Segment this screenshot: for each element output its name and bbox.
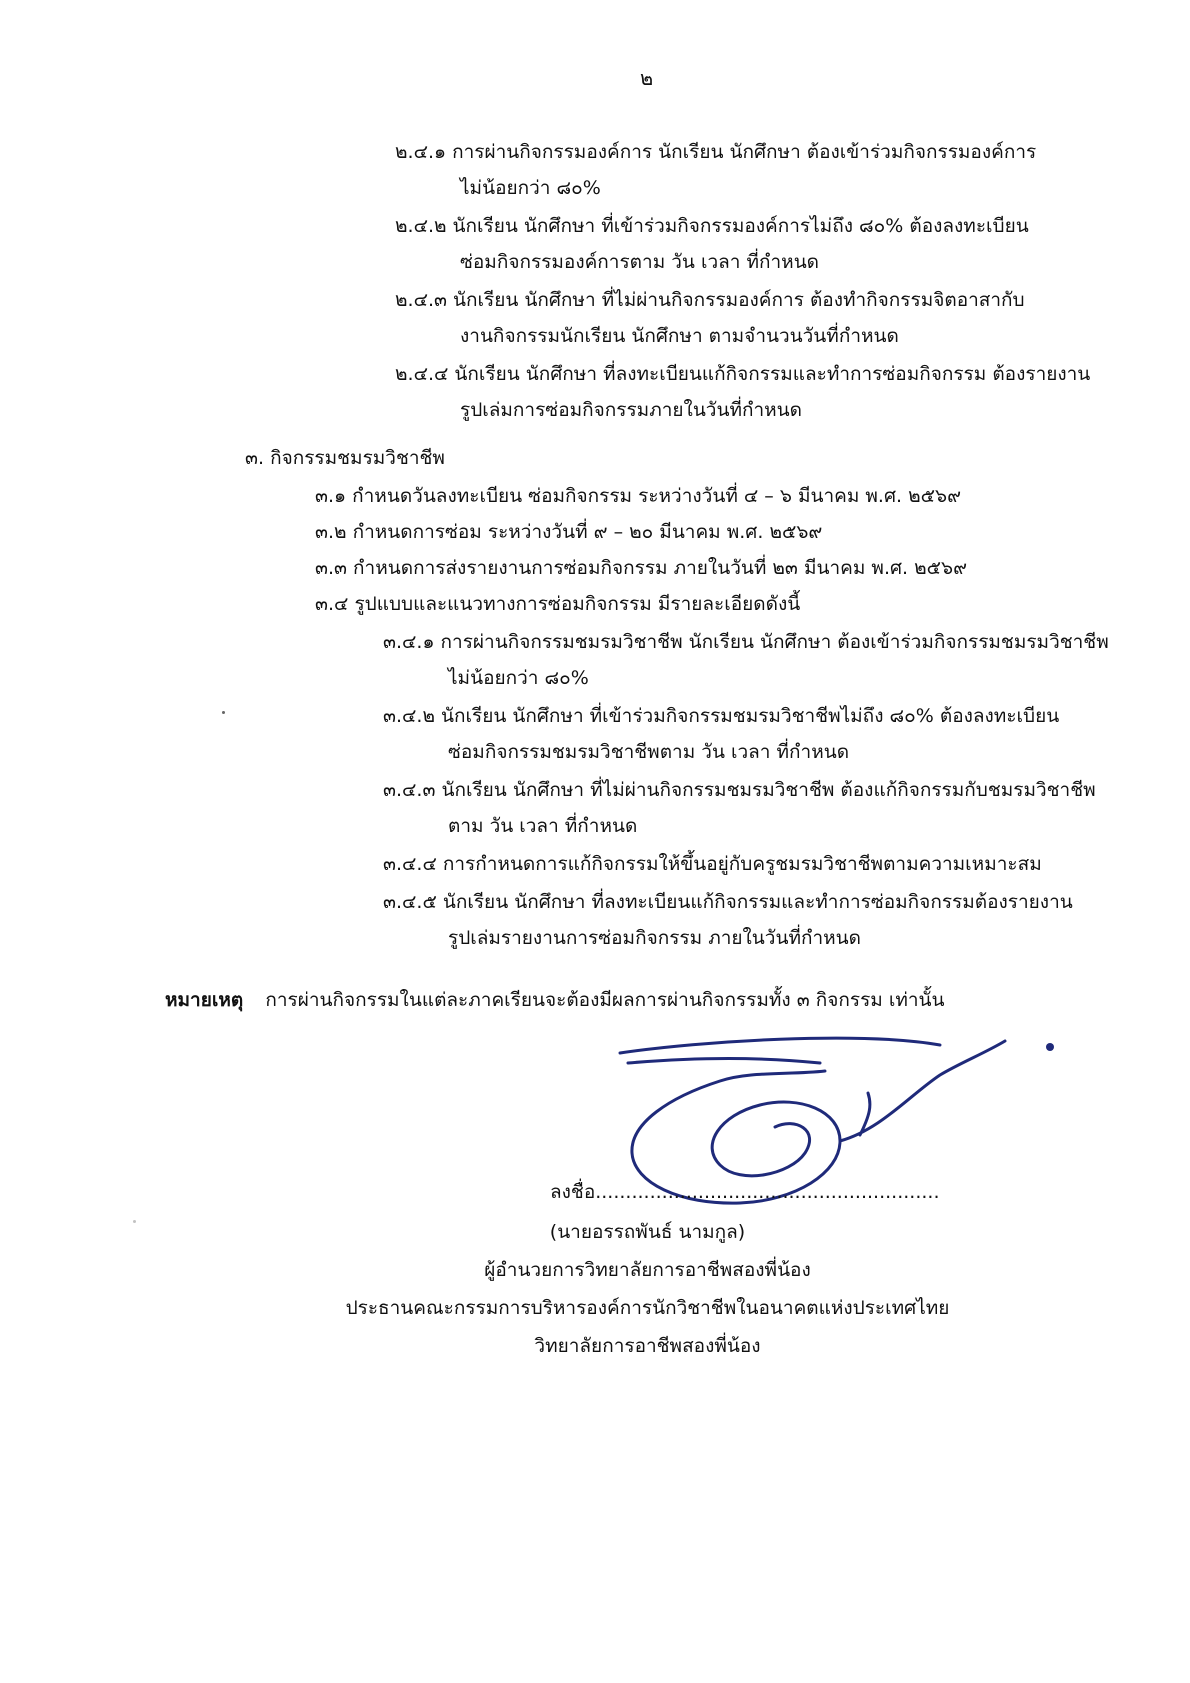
scan-speck — [222, 711, 225, 714]
item-3-3: ๓.๓ กำหนดการส่งรายงานการซ่อมกิจกรรม ภายในวันที่ ๒๓ มีนาคม พ.ศ. ๒๕๖๙ — [315, 557, 968, 579]
item-3-4-3-line-2: ตาม วัน เวลา ที่กำหนด — [448, 815, 638, 837]
item-3-4-2-line-2: ซ่อมกิจกรรมชมรมวิชาชีพตาม วัน เวลา ที่กำหนด — [448, 741, 850, 763]
item-2-4-1-line-2: ไม่น้อยกว่า ๘๐% — [460, 177, 601, 199]
note-text: การผ่านกิจกรรมในแต่ละภาคเรียนจะต้องมีผลการผ่านกิจกรรมทั้ง ๓ กิจกรรม เท่านั้น — [265, 989, 945, 1011]
section-3-heading: ๓. กิจกรรมชมรมวิชาชีพ — [245, 447, 445, 469]
signature-line: ลงชื่อ......................................................... — [550, 1181, 940, 1203]
item-2-4-3-line-2: งานกิจกรรมนักเรียน นักศึกษา ตามจำนวนวันที่กำหนด — [460, 325, 899, 347]
signer-college: วิทยาลัยการอาชีพสองพี่น้อง — [534, 1335, 761, 1357]
item-2-4-4-line-1: ๒.๔.๔ นักเรียน นักศึกษา ที่ลงทะเบียนแก้กิจกรรมและทำการซ่อมกิจกรรม ต้องรายงาน — [395, 363, 1091, 385]
item-3-2: ๓.๒ กำหนดการซ่อม ระหว่างวันที่ ๙ – ๒๐ มีนาคม พ.ศ. ๒๕๖๙ — [315, 521, 823, 543]
item-2-4-3-line-1: ๒.๔.๓ นักเรียน นักศึกษา ที่ไม่ผ่านกิจกรรมองค์การ ต้องทำกิจกรรมจิตอาสากับ — [395, 289, 1025, 311]
item-2-4-2-line-2: ซ่อมกิจกรรมองค์การตาม วัน เวลา ที่กำหนด — [460, 251, 820, 273]
item-2-4-4-line-2: รูปเล่มการซ่อมกิจกรรมภายในวันที่กำหนด — [460, 399, 803, 421]
item-3-1: ๓.๑ กำหนดวันลงทะเบียน ซ่อมกิจกรรม ระหว่างวันที่ ๔ – ๖ มีนาคม พ.ศ. ๒๕๖๙ — [315, 485, 961, 507]
page-number: ๒ — [640, 66, 654, 90]
note — [165, 988, 945, 1012]
item-3-4: ๓.๔ รูปแบบและแนวทางการซ่อมกิจกรรม มีรายละเอียดดังนี้ — [315, 593, 801, 615]
signer-position-director: ผู้อำนวยการวิทยาลัยการอาชีพสองพี่น้อง — [484, 1259, 811, 1281]
item-3-4-5-line-1: ๓.๔.๕ นักเรียน นักศึกษา ที่ลงทะเบียนแก้กิจกรรมและทำการซ่อมกิจกรรมต้องรายงาน — [383, 891, 1073, 913]
item-2-4-2-line-1: ๒.๔.๒ นักเรียน นักศึกษา ที่เข้าร่วมกิจกรรมองค์การไม่ถึง ๘๐% ต้องลงทะเบียน — [395, 215, 1029, 237]
note-label: หมายเหตุ — [165, 989, 244, 1011]
item-2-4-1-line-1: ๒.๔.๑ การผ่านกิจกรรมองค์การ นักเรียน นักศึกษา ต้องเข้าร่วมกิจกรรมองค์การ — [395, 141, 1037, 163]
signer-position-chairman: ประธานคณะกรรมการบริหารองค์การนักวิชาชีพในอนาคตแห่งประเทศไทย — [345, 1297, 950, 1319]
item-3-4-5-line-2: รูปเล่มรายงานการซ่อมกิจกรรม ภายในวันที่กำหนด — [448, 927, 861, 949]
item-3-4-3-line-1: ๓.๔.๓ นักเรียน นักศึกษา ที่ไม่ผ่านกิจกรรมชมรมวิชาชีพ ต้องแก้กิจกรรมกับชมรมวิชาชีพ — [383, 779, 1096, 801]
item-3-4-1-line-1: ๓.๔.๑ การผ่านกิจกรรมชมรมวิชาชีพ นักเรียน นักศึกษา ต้องเข้าร่วมกิจกรรมชมรมวิชาชีพ — [383, 631, 1109, 653]
item-3-4-1-line-2: ไม่น้อยกว่า ๘๐% — [448, 667, 589, 689]
item-3-4-4: ๓.๔.๔ การกำหนดการแก้กิจกรรมให้ขึ้นอยู่กับครูชมรมวิชาชีพตามความเหมาะสม — [383, 853, 1042, 875]
item-3-4-2-line-1: ๓.๔.๒ นักเรียน นักศึกษา ที่เข้าร่วมกิจกรรมชมรมวิชาชีพไม่ถึง ๘๐% ต้องลงทะเบียน — [383, 705, 1060, 727]
scan-speck — [133, 1220, 136, 1223]
signer-name: (นายอรรถพันธ์ นามกูล) — [549, 1221, 746, 1243]
